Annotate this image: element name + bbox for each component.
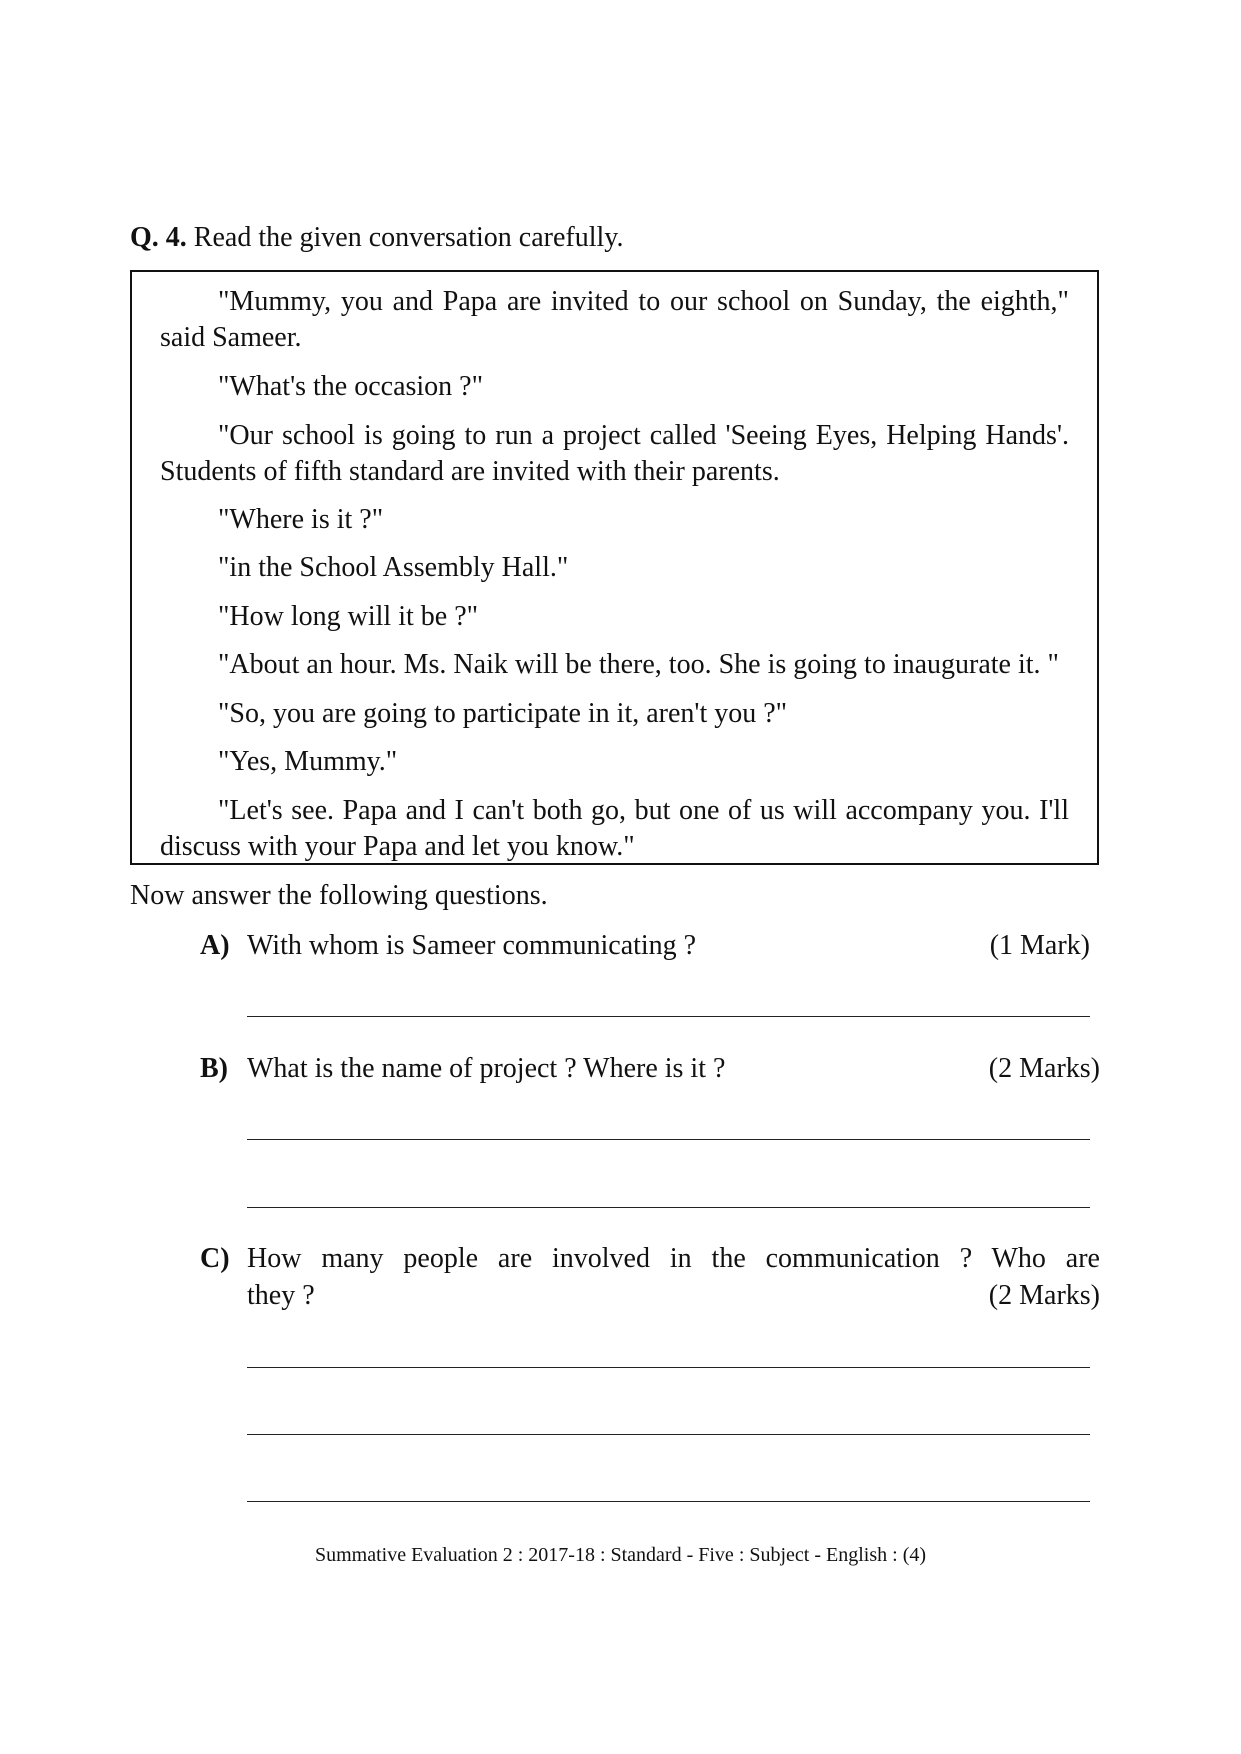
sub-question-text: With whom is Sameer communicating ? [247,930,697,961]
conversation-line: "in the School Assembly Hall." [218,552,569,583]
answer-line[interactable] [247,1016,1090,1017]
conversation-line: "Where is it ?" [218,504,384,535]
marks-label: (2 Marks) [988,1280,1100,1311]
sub-question-label: B) [200,1053,228,1084]
page-footer: Summative Evaluation 2 : 2017-18 : Standard - Five : Subject - English : (4) [314,1544,927,1566]
conversation-line: "About an hour. Ms. Naik will be there, too. She is going to inaugurate it. " [218,649,1059,680]
conversation-line: "How long will it be ?" [218,601,479,632]
sub-question-label: A) [200,930,230,961]
conversation-line: "Yes, Mummy." [218,746,398,777]
answer-line[interactable] [247,1207,1090,1208]
answer-prompt: Now answer the following questions. [130,880,548,911]
sub-question-c [200,1240,1100,1320]
question-instruction: Read the given conversation carefully. [193,222,624,253]
conversation-box [130,270,1099,865]
conversation-line: "Our school is going to run a project called 'Seeing Eyes, Helping Hands'. Students of fifth standard are invited with their parents. [160,420,1069,487]
question-number: Q. 4. [130,222,187,253]
conversation-line: "What's the occasion ?" [218,371,484,402]
marks-label: (2 Marks) [988,1053,1100,1084]
sub-question-text: What is the name of project ? Where is it ? [247,1053,726,1084]
answer-line[interactable] [247,1139,1090,1140]
conversation-line: "Mummy, you and Papa are invited to our school on Sunday, the eighth," said Sameer. [160,286,1069,353]
marks-label: (1 Mark) [989,930,1090,961]
conversation-line: "Let's see. Papa and I can't both go, but one of us will accompany you. I'll discuss with your Papa and let you know." [160,795,1069,862]
answer-line[interactable] [247,1434,1090,1435]
sub-question-text: How many people are involved in the communication ? Who are [247,1243,1100,1274]
question-heading [130,222,623,254]
conversation-line: "So, you are going to participate in it, aren't you ?" [218,698,788,729]
sub-question-label: C) [200,1243,230,1274]
answer-line[interactable] [247,1501,1090,1502]
sub-question-text-continued: they ? [247,1280,315,1311]
answer-line[interactable] [247,1367,1090,1368]
